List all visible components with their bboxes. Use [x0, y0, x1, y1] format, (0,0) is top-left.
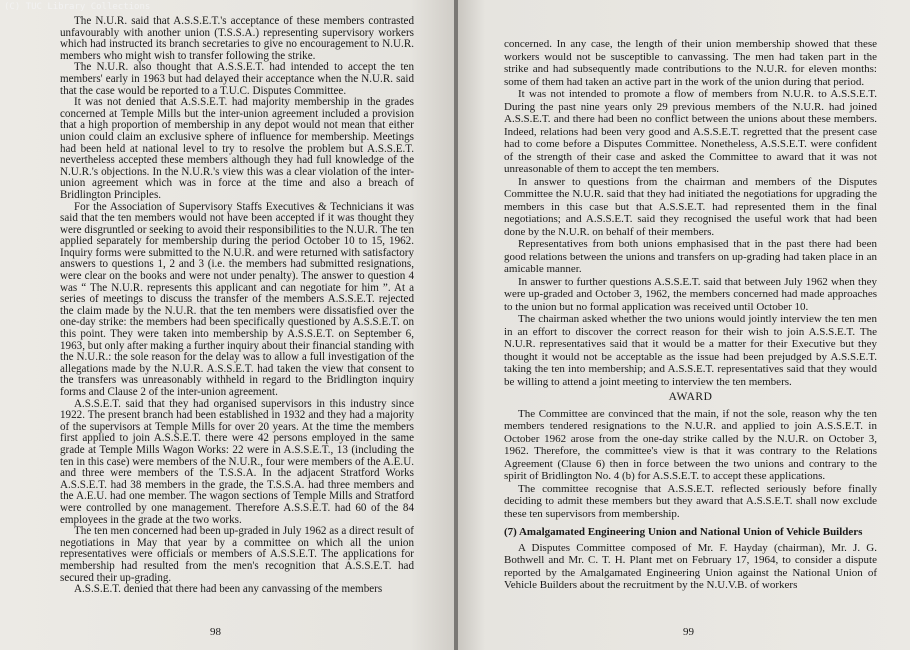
- page-number-left: 98: [210, 626, 221, 638]
- paragraph: The Committee are convinced that the main, if not the sole, reason why the ten members tendered resignations to the N.U.R. and applied to join A.S.S.E.T. in October 1962 arose from the one-day strike called by the N.U.R. on October 3, 1962. Therefore, the committee's view is that it was contrary to the Relations Agreement (Clause 6) then in force between the two unions and contrary to the spirit of Bridlington No. 4 (b) for A.S.S.E.T. to accept these applications.: [504, 407, 877, 482]
- paragraph: Representatives from both unions emphasised that in the past there had been good relations between the unions and transfers on up-grading had taken place in an amicable manner.: [504, 238, 877, 275]
- right-page-text: [504, 38, 877, 592]
- paragraph: concerned. In any case, the length of their union membership showed that these workers would not be susceptible to canvassing. The men had taken part in the strike and had subsequently made contributions to the N.U.R. for eleven months: some of them had taken an active part in the work of the union during that period.: [504, 38, 877, 88]
- paragraph: In answer to questions from the chairman and members of the Disputes Committee the N.U.R. said that they had initiated the negotiations for upgrading the members in this case but that A.S.S.E.T. had represented them in the final negotiations; and A.S.S.E.T. said they recognised the useful work that had been done by the N.U.R. on behalf of their members.: [504, 175, 877, 238]
- award-heading: AWARD: [668, 391, 713, 403]
- left-page-text: [60, 16, 414, 596]
- watermark: (C) TUC Library Collections: [4, 2, 151, 12]
- paragraph: It was not denied that A.S.S.E.T. had majority membership in the grades concerned at Temple Mills but the inter-union agreement included a provision that a high proportion of membership in any depot would not mean that either union could claim an exclusive sphere of influence for membership. Meetings had been held at national level to try to resolve the problem but A.S.S.E.T. nevertheless accepted these members although they had full knowledge of the N.U.R.'s objections. In the N.U.R.'s view this was a clear violation of the inter-union agreement which was in force at the time and also a breach of Bridlington Principles.: [60, 96, 414, 201]
- paragraph: It was not intended to promote a flow of members from N.U.R. to A.S.S.E.T. During the past nine years only 29 previous members of the N.U.R. had joined A.S.S.E.T. and there had been no conflict between the unions about these members. Indeed, relations had been very good and A.S.S.E.T. regretted that the present case had to come before a Disputes Committee. Nonetheless, A.S.S.E.T. were confident of the strength of their case and asked the Committee to award that it was not unreasonable of them to accept the ten members.: [504, 88, 877, 175]
- right-page: [458, 0, 910, 650]
- paragraph: For the Association of Supervisory Staffs Executives & Technicians it was said that the ten members would not have been accepted if it was thought they were disgruntled or seeking to avoid their responsibilities to the N.U.R. The ten applied separately for membership during the period October 10 to 15, 1962. Inquiry forms were submitted to the N.U.R. and were returned with satisfactory answers to questions 1, 2 and 3 (i.e. the members had submitted resignations, were clear on the books and were not under penalty). The answer to question 4 was “ The N.U.R. represents this applicant and can negotiate for him ”. At a series of meetings to discuss the transfer of the members A.S.S.E.T. rejected the claim made by the N.U.R. that the ten members were dissatisfied over the one-day strike: the members had been specifically questioned by A.S.S.E.T. on this point. They were taken into membership by A.S.S.E.T. on September 6, 1963, but only after making a further inquiry about their financial standing with the N.U.R.: the sole reason for the delay was to allow a full investigation of the allegations made by the N.U.R. A.S.S.E.T. had taken the view that consent to the transfers was unreasonably withheld in regard to the Bridlington inquiry forms and Clause 2 of the inter-union agreement.: [60, 200, 414, 398]
- paragraph: A.S.S.E.T. said that they had organised supervisors in this industry since 1922. The present branch had been established in 1932 and they had a majority of the supervisors at Temple Mills for over 20 years. At the time the members first applied to join A.S.S.E.T. there were 42 persons employed in the same grade at Temple Mills Wagon Works: 22 were in A.S.S.E.T., 13 (including the ten in this case) were members of the N.U.R., four were members of the A.E.U. and three were members of the T.S.S.A. In the adjacent Stratford Works A.S.S.E.T. had 38 members in the grade, the T.S.S.A. had three members and the A.E.U. had one member. The wagon sections of Temple Mills and Stratford were controlled by one management. Therefore A.S.S.E.T. had 60 of the 84 employees in the grade at the two works.: [60, 397, 414, 526]
- paragraph: A.S.S.E.T. denied that there had been any canvassing of the members: [74, 583, 383, 596]
- paragraph: The N.U.R. also thought that A.S.S.E.T. had intended to accept the ten members' early in 1963 but had delayed their acceptance when the N.U.R. said that the case would be reported to a T.U.C. Disputes Committee.: [60, 61, 414, 97]
- section-heading: (7) Amalgamated Engineering Union and National Union of Vehicle Builders: [504, 526, 863, 538]
- paragraph: In answer to further questions A.S.S.E.T. said that between July 1962 when they were up-graded and October 3, 1962, the members concerned had made approaches to the union but no formal application was received until October 10.: [504, 275, 877, 313]
- paragraph: A Disputes Committee composed of Mr. F. Hayday (chairman), Mr. J. G. Bothwell and Mr. C. T. H. Plant met on February 17, 1964, to consider a dispute reported by the Amalgamated Engineering Union against the National Union of Vehicle Builders about the recruitment by the N.U.V.B. of workers: [504, 541, 877, 591]
- page-number-right: 99: [683, 626, 694, 638]
- paragraph: The N.U.R. said that A.S.S.E.T.'s acceptance of these members contrasted unfavourably with another union (T.S.S.A.) representing supervisory workers which had instructed its branch secretaries to give no encouragement to N.U.R. members who might wish to transfer following the strike.: [60, 15, 414, 62]
- paragraph: The committee recognise that A.S.S.E.T. reflected seriously before finally deciding to admit these members but they award that A.S.S.E.T. shall now exclude these ten supervisors from membership.: [504, 482, 877, 520]
- paragraph: The ten men concerned had been up-graded in July 1962 as a direct result of negotiations in May that year by a committee on which all the union representatives were officials or members of A.S.S.E.T. The applications for membership had resulted from the men's recognition that A.S.S.E.T. had secured their up-grading.: [60, 525, 414, 584]
- paragraph: The chairman asked whether the two unions would jointly interview the ten men in an effort to discover the correct reason for their wish to join A.S.S.E.T. The N.U.R. representatives said that it would be a matter for their Executive but they thought it would not be acceptable as the issue had been prejudged by A.S.S.E.T. taking the ten into membership; and A.S.S.E.T. representatives said that they would be willing to attend a joint meeting to interview the ten members.: [504, 313, 877, 388]
